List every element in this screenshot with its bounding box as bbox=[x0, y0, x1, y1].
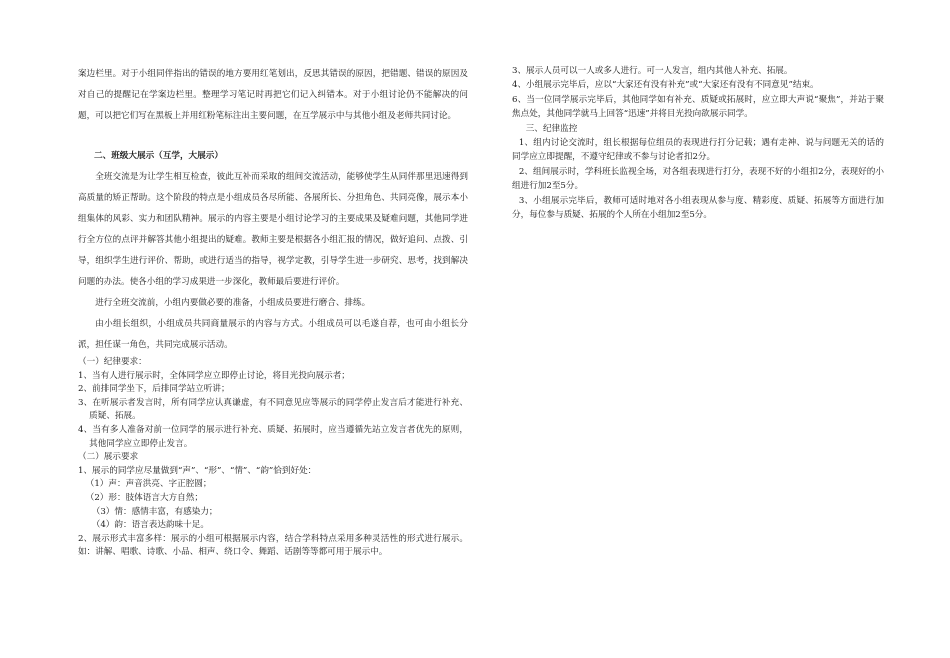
display-item: 6、当一位同学展示完毕后，其他同学如有补充、质疑或拓展时，应立即大声说“聚焦”，并站于聚焦点处，其他同学就马上回答“迅速”并将目光投向欲展示同学。 bbox=[512, 94, 884, 120]
display-requirements bbox=[78, 451, 468, 560]
section-heading-discipline-monitoring: 三、纪律监控 bbox=[525, 123, 578, 134]
discipline-item: 3、在听展示者发言时，所有同学应认真谦虚，有不同意见应等展示的同学停止发言后才能进行补充、质疑、拓展。 bbox=[78, 397, 468, 422]
display-title: （二）展示要求 bbox=[78, 452, 139, 463]
display-subitem: （2）形：肢体语言大方自然； bbox=[85, 492, 203, 503]
paragraph-organization: 由小组长组织，小组成员共同商量展示的内容与方式。小组成员可以毛遂自荐，也可由小组长分派，担任谋一角色，共同完成展示活动。 bbox=[78, 319, 468, 350]
discipline-requirements bbox=[78, 356, 468, 451]
monitoring-item: 1、组内讨论交流时，组长根据每位组员的表现进行打分记载；遇有走神、说与问题无关的话的同学应立即提醒，不遵守纪律或不参与讨论者扣2分。 bbox=[512, 138, 884, 163]
monitoring-item: 2、组间展示时，学科班长监视全场，对各组表现进行打分，表现不好的小组扣2分，表现好的小组进行加2至5分。 bbox=[512, 166, 884, 192]
right-column bbox=[512, 64, 884, 222]
left-column bbox=[78, 64, 468, 560]
discipline-title: （一）纪律要求： bbox=[78, 357, 147, 367]
display-subitem: （4）韵：语言表达韵味十足。 bbox=[91, 520, 209, 531]
display-item: 2、展示形式丰富多样：展示的小组可根据展示内容，结合学科特点采用多种灵活性的形式进行展示。如：讲解、唱歌、诗歌、小品、相声、绕口令、舞蹈、话剧等等都可用于展示中。 bbox=[78, 533, 468, 558]
paragraph-error-correction: 案边栏里。对于小组同伴指出的错误的地方要用红笔划出，反思其错误的原因，把错题、错误的原因及对自己的提醒记在学案边栏里。整理学习笔记时再把它们记入纠错本。对于小组讨论仍不能解决的问题，可以把它们写在黑板上并用红粉笔标注出主要问题，在互学展示中与其他小组及老师共同讨论。 bbox=[78, 69, 468, 121]
display-item: 1、展示的同学应尽量做到“声”、“形”、“情”、“韵”恰到好处： bbox=[78, 465, 317, 476]
discipline-item: 1、当有人进行展示时，全体同学应立即停止讨论，将目光投向展示者； bbox=[78, 370, 350, 381]
monitoring-item: 3、小组展示完毕后，教师可适时地对各小组表现从参与度、精彩度、质疑、拓展等方面进行加分，每位参与质疑、拓展的个人所在小组加2至5分。 bbox=[512, 195, 884, 221]
discipline-item: 4、当有多人准备对前一位同学的展示进行补充、质疑、拓展时，应当遵循先站立发言者优先的原则，其他同学应立即停止发言。 bbox=[78, 424, 468, 449]
paragraph-class-exchange: 全班交流是为让学生相互检查，彼此互补而采取的组间交流活动，能够使学生从同伴那里迅速得到高质量的矫正帮助。这个阶段的特点是小组成员各尽所能、各展所长、分担角色、共同亮像，展示本小组集体的风彩、实力和团队精神。展示的内容主要是小组讨论学习的主要成果及疑难问题，其他同学进行全方位的点评并解答其他小组提出的疑难。教师主要是根据各小组汇报的情况，做好追问、点拨、引导，组织学生进行评价、帮助，或进行适当的指导，视学定教，引导学生进一步研究、思考，找到解决问题的办法。使各小组的学习成果进一步深化，教师最后要进行评价。 bbox=[78, 172, 468, 287]
display-subitem: （3）情：感情丰富，有感染力； bbox=[91, 506, 218, 517]
discipline-item: 2、前排同学坐下，后排同学站立听讲； bbox=[78, 384, 230, 395]
display-item: 3、展示人员可以一人或多人进行。可一人发言，组内其他人补充、拓展。 bbox=[512, 66, 793, 76]
paragraph-preparation: 进行全班交流前，小组内要做必要的准备，小组成员要进行磨合、排练。 bbox=[95, 298, 371, 308]
section-heading-class-display: 二、班级大展示（互学，大展示） bbox=[94, 151, 223, 161]
display-item: 4、小组展示完毕后，应以“大家还有没有补充”或“大家还有没有不同意见”结束。 bbox=[512, 80, 819, 91]
display-subitem: （1）声：声音洪亮、字正腔圆； bbox=[85, 479, 212, 490]
